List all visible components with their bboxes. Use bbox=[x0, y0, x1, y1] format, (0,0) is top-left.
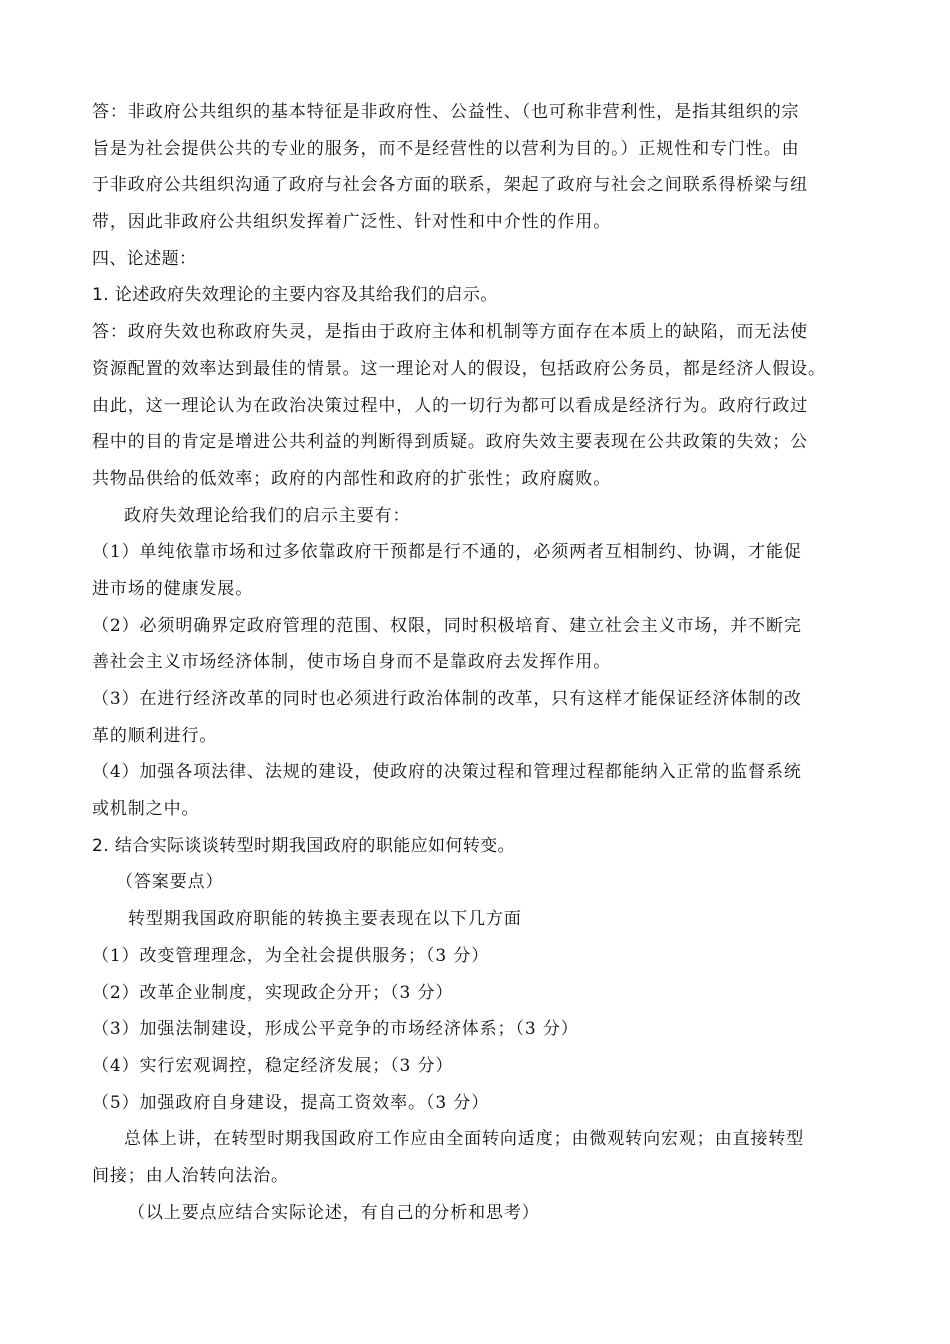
question-2 bbox=[92, 828, 872, 1232]
point-line: （1）改变管理理念，为全社会提供服务；（3 分） bbox=[92, 945, 490, 966]
point-line: （4）实行宏观调控，稳定经济发展；（3 分） bbox=[92, 1055, 454, 1076]
answer-key-label: （答案要点） bbox=[116, 872, 224, 893]
answer-line: 旨是为社会提供公共的专业的服务，而不是经营性的以营利为目的。）正规性和专门性。由 bbox=[92, 138, 800, 159]
point-line: （5）加强政府自身建设，提高工资效率。（3 分） bbox=[92, 1092, 490, 1113]
answer-line: 答：非政府公共组织的基本特征是非政府性、公益性、（也可称非营利性，是指其组织的宗 bbox=[92, 102, 800, 122]
answer-line: 于非政府公共组织沟通了政府与社会各方面的联系，架起了政府与社会之间联系得桥梁与纽 bbox=[92, 175, 808, 196]
closing-note: （以上要点应结合实际论述，有自己的分析和思考） bbox=[128, 1202, 540, 1223]
answer-line: 资源配置的效率达到最佳的情景。这一理论对人的假设，包括政府公务员，都是经济人假设。 bbox=[92, 358, 826, 379]
question-1-title: 1. 论述政府失效理论的主要内容及其给我们的启示。 bbox=[92, 285, 498, 306]
point-line: （3）在进行经济改革的同时也必须进行政治体制的改革，只有这样才能保证经济体制的改 bbox=[92, 689, 802, 709]
answer-line: 由此，这一理论认为在政治决策过程中，人的一切行为都可以看成是经济行为。政府行政过 bbox=[92, 395, 808, 416]
answer-line: 共物品供给的低效率；政府的内部性和政府的扩张性；政府腐败。 bbox=[92, 468, 612, 489]
answer-line: 答：政府失效也称政府失灵，是指由于政府主体和机制等方面存在本质上的缺陷，而无法使 bbox=[92, 322, 808, 343]
point-line: （2）改革企业制度，实现政企分开；（3 分） bbox=[92, 982, 454, 1003]
point-line: 或机制之中。 bbox=[92, 799, 200, 820]
document-page bbox=[92, 94, 872, 1231]
section3-answer bbox=[92, 94, 872, 241]
point-line: （4）加强各项法律、法规的建设，使政府的决策过程和管理过程都能纳入正常的监督系统 bbox=[92, 762, 802, 783]
point-line: （1）单纯依靠市场和过多依靠政府干预都是行不通的，必须两者互相制约、协调，才能促 bbox=[92, 542, 802, 563]
summary-line: 总体上讲，在转型时期我国政府工作应由全面转向适度；由微观转向宏观；由直接转型 bbox=[124, 1129, 805, 1150]
point-line: 革的顺利进行。 bbox=[92, 725, 218, 746]
answer-line: 程中的目的肯定是增进公共利益的判断得到质疑。政府失效主要表现在公共政策的失效；公 bbox=[92, 432, 808, 453]
summary-line: 间接；由人治转向法治。 bbox=[92, 1165, 289, 1186]
point-line: 善社会主义市场经济体制，使市场自身而不是靠政府去发挥作用。 bbox=[92, 652, 612, 673]
answer-line: 带，因此非政府公共组织发挥着广泛性、针对性和中介性的作用。 bbox=[92, 212, 612, 233]
answer-intro: 转型期我国政府职能的转换主要表现在以下几方面 bbox=[128, 909, 522, 930]
section4-heading: 四、论述题： bbox=[92, 248, 197, 269]
implication-intro: 政府失效理论给我们的启示主要有： bbox=[124, 505, 411, 526]
question-2-title: 2. 结合实际谈谈转型时期我国政府的职能应如何转变。 bbox=[92, 835, 516, 856]
question-1 bbox=[92, 277, 872, 827]
point-line: （2）必须明确界定政府管理的范围、权限，同时积极培育、建立社会主义市场，并不断完 bbox=[92, 615, 802, 636]
point-line: （3）加强法制建设，形成公平竞争的市场经济体系；（3 分） bbox=[92, 1019, 579, 1040]
point-line: 进市场的健康发展。 bbox=[92, 578, 254, 599]
